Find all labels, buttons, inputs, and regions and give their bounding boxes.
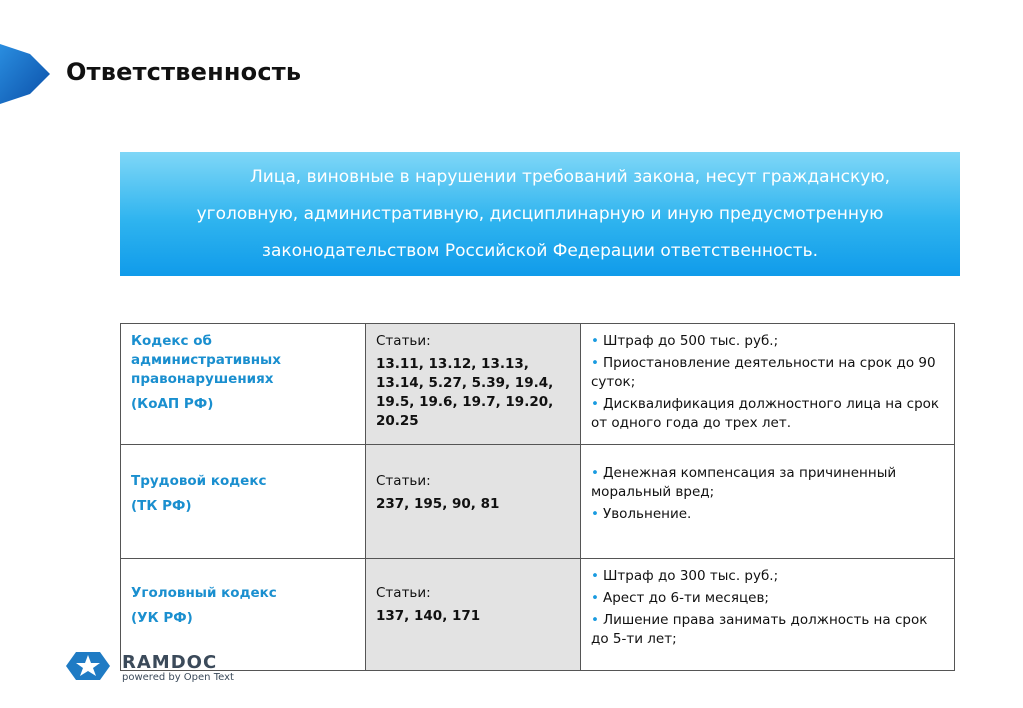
list-item [591,395,944,433]
code-name-line: Трудовой кодекс [131,473,267,489]
articles-label: Статьи: [376,473,431,489]
list-item [591,611,944,649]
code-abbreviation: (ТК РФ) [131,498,192,514]
penalty-text: Штраф до 300 тыс. руб.; [602,568,779,584]
penalty-text: Денежная компенсация за причиненный моральный вред; [591,465,897,500]
code-name-line: административных [131,352,281,368]
penalty-text: Дисквалификация должностного лица на срок от одного года до трех лет. [591,396,940,431]
list-item [591,567,944,586]
logo-name: RAMDOC [122,652,218,673]
articles-label: Статьи: [376,585,431,601]
bullet-icon: • [591,355,599,371]
code-cell [121,324,366,445]
articles-list: 237, 195, 90, 81 [376,496,500,512]
penalty-text: Приостановление деятельности на срок до 90 суток; [591,355,936,390]
list-item [591,589,944,608]
code-cell [121,445,366,559]
penalties-cell [581,324,955,445]
penalty-text: Увольнение. [602,506,692,522]
bullet-icon: • [591,506,599,522]
bullet-icon: • [591,465,599,481]
table-row [121,559,955,671]
articles-cell [366,324,581,445]
bullet-icon: • [591,333,599,349]
penalty-text: Лишение права занимать должность на срок до 5-ти лет; [591,612,928,647]
bullet-icon: • [591,396,599,412]
page-title: Ответственность [66,58,302,86]
articles-list: 13.11, 13.12, 13.13, 13.14, 5.27, 5.39, 19.4, 19.5, 19.6, 19.7, 19.20, 20.25 [376,356,554,429]
title-accent-shape [0,44,50,104]
code-name-line: Уголовный кодекс [131,585,277,601]
table-row [121,324,955,445]
bullet-icon: • [591,590,599,606]
penalties-cell [581,559,955,671]
penalty-text: Арест до 6-ти месяцев; [602,590,769,606]
responsibility-table [120,323,955,671]
penalties-cell [581,445,955,559]
list-item [591,505,944,524]
penalties-list [591,332,944,433]
list-item [591,354,944,392]
bullet-icon: • [591,568,599,584]
banner-text: Лица, виновные в нарушении требований закона, несут гражданскую, уголовную, административную, дисциплинарную и иную предусмотренную законодательством Российской Федерации ответственность. [196,167,891,261]
list-item [591,464,944,502]
table-row [121,445,955,559]
info-banner [120,152,960,276]
bullet-icon: • [591,612,599,628]
penalty-text: Штраф до 500 тыс. руб.; [602,333,779,349]
code-name-line: Кодекс об [131,333,212,349]
articles-cell [366,445,581,559]
code-name-line: правонарушениях [131,371,274,387]
articles-cell [366,559,581,671]
code-abbreviation: (УК РФ) [131,610,193,626]
articles-list: 137, 140, 171 [376,608,481,624]
list-item [591,332,944,351]
articles-label: Статьи: [376,333,431,349]
penalties-list [591,464,944,524]
code-abbreviation: (КоАП РФ) [131,396,214,412]
penalties-list [591,567,944,649]
logo-tagline: powered by Open Text [122,672,234,683]
